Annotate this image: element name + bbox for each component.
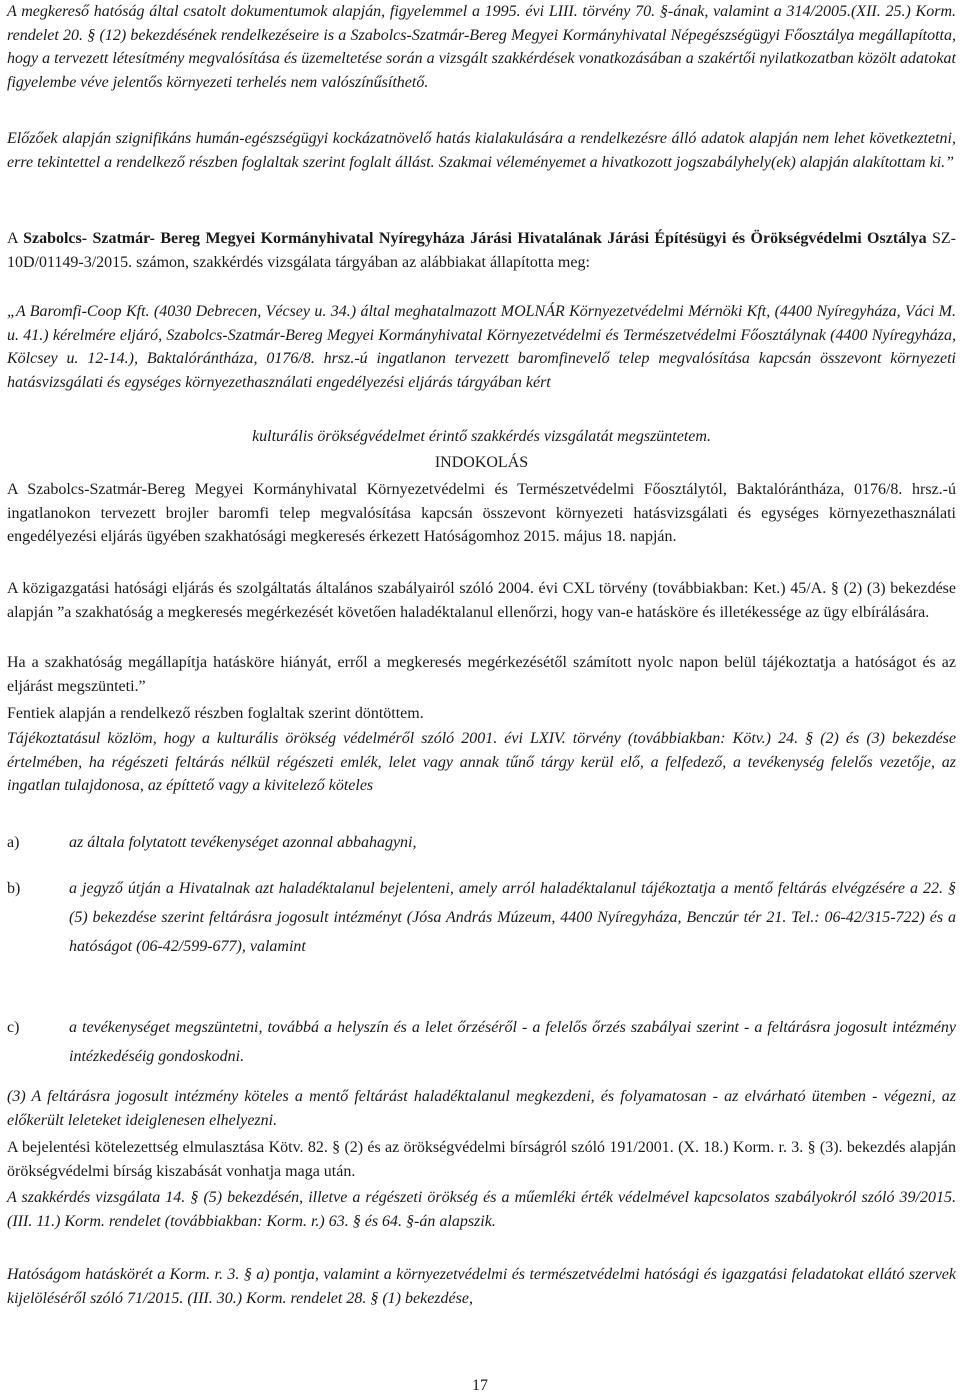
paragraph-opinion-quote: A megkereső hatóság által csatolt dokumentumok alapján, figyelemmel a 1995. évi LIII. törvény 70. §-ának, valamint a 314/2005.(XII. 25.) Korm. rendelet 20. § (12) bekezdésének rendelkezéseire is a Szabolcs-Szatmár-Bereg Megyei Kormányhivatal Népegészségügyi Főosztálya megállapította, hogy a tervezett létesítmény megvalósítása és üzemeltetése során a vizsgált szakkérdések vonatkozásában a szakértői nyilatkozatban közölt adatokat figyelembe véve jelentős környezeti terhelés nem valószínűsíthető. (7, 3, 956, 91)
list-item (7, 874, 956, 994)
list-text: a jegyző útján a Hivatalnak azt haladéktalanul bejelenteni, amely arról haladéktalanul tájékoztatja a mentő feltárás elvégzésére a 22. § (5) bekezdése szerint feltárásra jogosult intézményt (Jósa András Múzeum, 4400 Nyíregyháza, Benczúr tér 21. Tel.: 06-42/315-722) és a hatóságot (06-42/599-677), valamint (69, 880, 956, 955)
section-heading-indokolas: INDOKOLÁS (434, 454, 529, 471)
paragraph-authority-intro (7, 227, 956, 274)
paragraph-ket-reference: A közigazgatási hatósági eljárás és szolgáltatás általános szabályairól szóló 2004. évi CXL törvény (továbbiakban: Ket.) 45/A. § (2) (3) bekezdése alapján ”a szakhatóság a megkeresés megérkezését követően haladéktalanul ellenőrzi, hogy van-e hatásköre és illetékessége az ügy elbírálására. (7, 580, 956, 621)
paragraph-decision-summary: Fentiek alapján a rendelkező részben foglaltak szerint döntöttem. (7, 705, 424, 722)
paragraph-penalty: A bejelentési kötelezettség elmulasztása Kötv. 82. § (2) és az örökségvédelmi bírságról szóló 191/2001. (X. 18.) Korm. r. 3. § (3). bekezdés alapján örökségvédelmi bírság kiszabását vonhatja maga után. (7, 1139, 956, 1180)
page-number: 17 (472, 1377, 488, 1394)
list-text: az általa folytatott tevékenységet azonnal abbahagyni, (69, 834, 417, 851)
paragraph-excavation: (3) A feltárásra jogosult intézmény köteles a mentő feltárást haladéktalanul megkezdeni, és folyamatosan - az elvárható ütemben - végezni, az előkerült leleteket ideiglenesen elhelyezni. (7, 1088, 956, 1129)
paragraph-jurisdiction: Hatóságom hatáskörét a Korm. r. 3. § a) pontja, valamint a környezetvédelmi és természetvédelmi hatósági és igazgatási feladatokat ellátó szervek kijelöléséről szóló 71/2015. (III. 30.) Korm. rendelet 28. § (1) bekezdése, (7, 1266, 956, 1307)
authority-prefix: A (7, 230, 24, 247)
authority-reference: SZ-10D/01149-3/2015. számon, szakkérdés vizsgálata tárgyában az alábbiakat állapította meg: (7, 230, 957, 271)
paragraph-notice: Tájékoztatásul közlöm, hogy a kulturális örökség védelméről szóló 2001. évi LXIV. törvény (továbbiakban: Kötv.) 24. § (2) és (3) bekezdése értelmében, ha régészeti feltárás nélkül régészeti emlék, lelet vagy annak tűnő tárgy kerül elő, a felfedező, a tevékenység felelős vezetője, az ingatlan tulajdonosa, az építtető vagy a kivitelező köteles (7, 730, 956, 795)
list-item (7, 828, 956, 858)
paragraph-decision: kulturális örökségvédelmet érintő szakkérdés vizsgálatát megszüntetem. (252, 428, 711, 445)
authority-name: Szabolcs- Szatmár- Bereg Megyei Kormányhivatal Nyíregyháza Járási Hivatalának Járási Építésügyi és Örökségvédelmi Osztálya (23, 230, 927, 247)
list-marker: b) (7, 880, 21, 897)
paragraph-justification: A Szabolcs-Szatmár-Bereg Megyei Kormányhivatal Környezetvédelmi és Természetvédelmi Főosztálytól, Baktalórántháza, 0176/8. hrsz.-ú ingatlanokon tervezett brojler baromfi telep megvalósítása kapcsán összevont környezeti hatásvizsgálati és egységes környezethasználati engedélyezési eljárás ügyében szakhatósági megkeresés érkezett Hatóságomhoz 2015. május 18. napján. (7, 481, 956, 546)
paragraph-conclusion: Előzőek alapján szignifikáns humán-egészségügyi kockázatnövelő hatás kialakulására a rendelkezésre álló adatok alapján nem lehet következtetni, erre tekintettel a rendelkező részben foglaltak szerint foglalt állást. Szakmai véleményemet a hivatkozott jogszabályhely(ek) alapján alakítottam ki.” (7, 130, 956, 171)
paragraph-competence: Ha a szakhatóság megállapítja hatásköre hiányát, erről a megkeresés megérkezésétől számított nyolc napon belül tájékoztatja a hatóságot és az eljárást megszünteti.” (7, 654, 956, 695)
paragraph-request-details: „A Baromfi-Coop Kft. (4030 Debrecen, Vécsey u. 34.) által meghatalmazott MOLNÁR Környezetvédelmi Mérnöki Kft, (4400 Nyíregyháza, Váci M. u. 41.) kérelmére eljáró, Szabolcs-Szatmár-Bereg Megyei Kormányhivatal Környezetvédelmi és Természetvédelmi Főosztálynak (4400 Nyíregyháza, Kölcsey u. 12-14.), Baktalórántháza, 0176/8. hrsz.-ú ingatlanon tervezett baromfinevelő telep megvalósítása kapcsán összevont környezeti hatásvizsgálati és egységes környezethasználati engedélyezési eljárás tárgyában kért (7, 303, 956, 391)
list-text: a tevékenységet megszüntetni, továbbá a helyszín és a lelet őrzéséről - a felelős őrzés szabályai szerint - a feltárásra jogosult intézmény intézkedéséig gondoskodni. (69, 1019, 956, 1065)
list-marker: c) (7, 1019, 20, 1036)
list-item (7, 1013, 956, 1073)
paragraph-legal-basis: A szakkérdés vizsgálata 14. § (5) bekezdésén, illetve a régészeti örökség és a műemléki érték védelmével kapcsolatos szabályokról szóló 39/2015. (III. 11.) Korm. rendelet (továbbiakban: Korm. r.) 63. § és 64. §-án alapszik. (7, 1189, 956, 1230)
list-marker: a) (7, 834, 20, 851)
